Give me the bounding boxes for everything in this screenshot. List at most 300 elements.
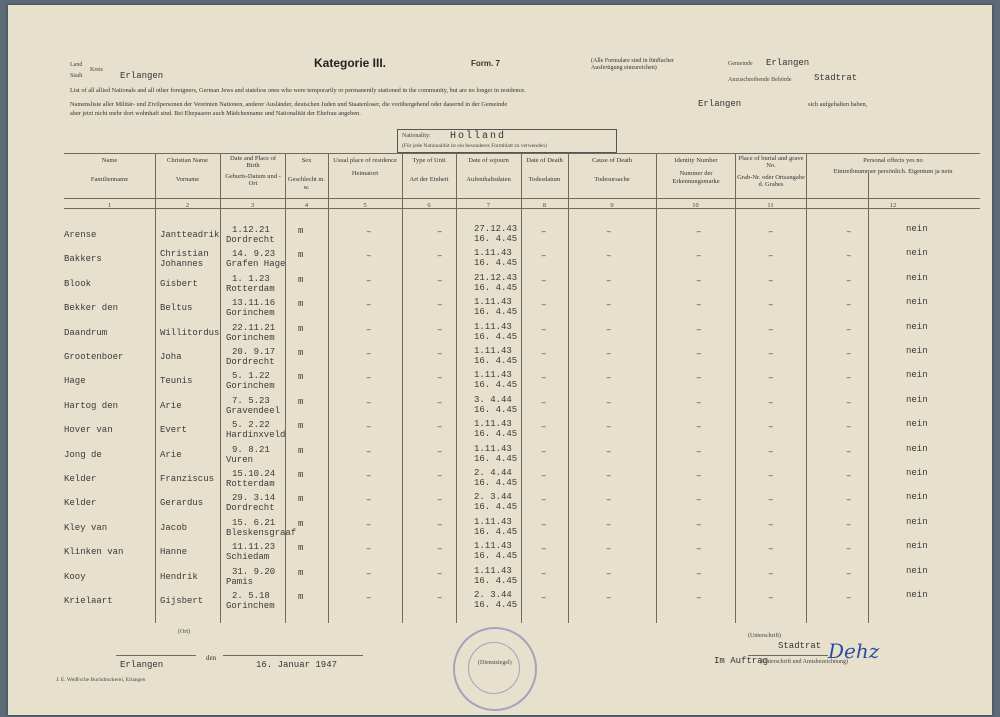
row-name: Kelder xyxy=(64,498,97,508)
empty-dash: – xyxy=(696,325,702,335)
column-number: 7 xyxy=(486,202,491,209)
row-sex: m xyxy=(298,446,304,456)
column-header xyxy=(64,157,155,184)
row-birth-place: Rotterdam xyxy=(226,284,275,294)
column-header xyxy=(737,155,805,189)
column-header-en: Date of sojourn xyxy=(468,157,509,164)
row-birth-place: Rotterdam xyxy=(226,479,275,489)
row-sojourn-to: 16. 4.45 xyxy=(474,576,518,586)
im-auftrag: Im Auftrag xyxy=(714,656,769,666)
empty-dash: – xyxy=(437,422,443,432)
empty-dash: – xyxy=(541,544,547,554)
column-divider xyxy=(521,153,522,623)
empty-dash: – xyxy=(846,300,852,310)
column-header-de: Grab-Nr. oder Ortsangabe d. Grabes xyxy=(737,173,805,189)
column-divider xyxy=(328,153,329,623)
nationality-note: (Für jede Nationalität ist ein besonderes Formblatt zu verwenden) xyxy=(402,143,547,149)
date-line xyxy=(223,655,363,656)
column-header-de: Geschlecht m. w. xyxy=(287,176,326,191)
empty-dash: – xyxy=(541,251,547,261)
signature-caption: (Unterschrift) xyxy=(748,633,781,639)
empty-dash: – xyxy=(696,495,702,505)
column-header xyxy=(285,157,328,191)
row-birth-date: 2. 5.18 xyxy=(232,591,270,601)
table-header-rule xyxy=(64,198,980,199)
column-number: 10 xyxy=(692,202,699,209)
column-number: 2 xyxy=(185,202,190,209)
empty-dash: – xyxy=(696,349,702,359)
empty-dash: – xyxy=(366,569,372,579)
empty-dash: – xyxy=(768,325,774,335)
column-header xyxy=(402,157,456,184)
kreis-label: Kreis xyxy=(90,67,103,73)
empty-dash: – xyxy=(606,251,612,261)
row-sojourn-to: 16. 4.45 xyxy=(474,307,518,317)
column-header-en: Christian Name xyxy=(167,157,208,164)
column-header-de: Eintreibnummer persönlich. Eigentum ja nein xyxy=(833,168,953,176)
row-birth-date: 1.12.21 xyxy=(232,225,270,235)
row-sojourn-from: 21.12.43 xyxy=(474,273,518,283)
empty-dash: – xyxy=(606,569,612,579)
empty-dash: – xyxy=(437,349,443,359)
place-line xyxy=(116,655,196,656)
column-header xyxy=(330,157,400,178)
empty-dash: – xyxy=(696,569,702,579)
empty-dash: – xyxy=(437,373,443,383)
empty-dash: – xyxy=(437,325,443,335)
empty-dash: – xyxy=(846,251,852,261)
empty-dash: – xyxy=(366,471,372,481)
row-name: Jong de xyxy=(64,450,102,460)
row-sojourn-to: 16. 4.45 xyxy=(474,478,518,488)
empty-dash: – xyxy=(366,373,372,383)
empty-dash: – xyxy=(696,422,702,432)
empty-dash: – xyxy=(606,544,612,554)
column-header-en: Cause of Death xyxy=(591,157,633,164)
column-divider xyxy=(868,173,869,623)
row-birth-place: Schiedam xyxy=(226,552,270,562)
row-birth-date: 14. 9.23 xyxy=(232,249,276,259)
intro-german-2: aber jetzt nicht mehr dort wohnhaft sind. Bei Ehepaaren auch Mädchenname und Nationalität der Ehefrau angeben. xyxy=(70,110,361,117)
row-sojourn-from: 3. 4.44 xyxy=(474,395,512,405)
column-header xyxy=(568,157,656,184)
stamp-inner-ring xyxy=(468,642,520,694)
empty-dash: – xyxy=(606,447,612,457)
place-caption: (Ort) xyxy=(178,629,190,635)
empty-dash: – xyxy=(696,593,702,603)
empty-dash: – xyxy=(696,544,702,554)
row-sojourn-to: 16. 4.45 xyxy=(474,283,518,293)
row-sojourn-from: 1.11.43 xyxy=(474,346,512,356)
row-birth-place: Gorinchem xyxy=(226,333,275,343)
column-number: 8 xyxy=(542,202,547,209)
empty-dash: – xyxy=(768,544,774,554)
column-number: 4 xyxy=(304,202,309,209)
row-name: Bekker den xyxy=(64,303,119,313)
row-name: Kelder xyxy=(64,474,97,484)
row-sex: m xyxy=(298,372,304,382)
row-sex: m xyxy=(298,568,304,578)
nationality-value: Holland xyxy=(450,131,507,142)
document-page xyxy=(8,5,992,715)
empty-dash: – xyxy=(606,398,612,408)
empty-dash: – xyxy=(437,471,443,481)
empty-dash: – xyxy=(366,325,372,335)
row-birth-date: 15.10.24 xyxy=(232,469,276,479)
empty-dash: – xyxy=(541,471,547,481)
row-sex: m xyxy=(298,226,304,236)
row-birth-place: Gorinchem xyxy=(226,601,275,611)
empty-dash: – xyxy=(366,495,372,505)
empty-dash: – xyxy=(696,373,702,383)
intro-english: List of all allied Nationals and all other foreigners, German Jews and stateless ones who were temporarily or permanently stationed in the community, but are no longer in residence. xyxy=(70,87,526,94)
row-first-name: Teunis xyxy=(160,376,193,386)
row-effects-no: nein xyxy=(906,346,928,356)
column-header-en: Date and Place of Birth xyxy=(229,155,277,170)
row-sojourn-to: 16. 4.45 xyxy=(474,234,518,244)
column-header xyxy=(223,155,283,188)
empty-dash: – xyxy=(541,447,547,457)
column-number: 5 xyxy=(363,202,367,209)
behoerde-value: Stadtrat xyxy=(814,73,858,83)
row-birth-date: 20. 9.17 xyxy=(232,347,276,357)
row-first-name: Gisbert xyxy=(160,279,198,289)
column-header-en: Identity Number xyxy=(674,157,718,164)
column-header-de: Art der Einheit xyxy=(409,176,449,184)
row-effects-no: nein xyxy=(906,468,928,478)
row-name: Daandrum xyxy=(64,328,108,338)
empty-dash: – xyxy=(437,227,443,237)
empty-dash: – xyxy=(768,569,774,579)
column-header-en: Date of Death xyxy=(526,157,563,164)
empty-dash: – xyxy=(366,544,372,554)
empty-dash: – xyxy=(366,251,372,261)
den-label: den xyxy=(206,654,217,662)
empty-dash: – xyxy=(846,349,852,359)
row-sojourn-from: 1.11.43 xyxy=(474,444,512,454)
row-birth-date: 11.11.23 xyxy=(232,542,276,552)
row-birth-place: Vuren xyxy=(226,455,254,465)
empty-dash: – xyxy=(846,227,852,237)
row-effects-no: nein xyxy=(906,419,928,429)
empty-dash: – xyxy=(606,227,612,237)
column-header-de: Todesursache xyxy=(594,176,630,184)
row-effects-no: nein xyxy=(906,517,928,527)
column-header xyxy=(155,157,220,184)
row-effects-no: nein xyxy=(906,297,928,307)
row-name: Krielaart xyxy=(64,596,113,606)
empty-dash: – xyxy=(437,593,443,603)
row-birth-place: Bleskensgraaf xyxy=(226,528,297,538)
empty-dash: – xyxy=(541,495,547,505)
row-sex: m xyxy=(298,519,304,529)
column-number: 1 xyxy=(107,202,112,209)
column-header-en: Place of burial and grave No. xyxy=(738,155,804,170)
row-effects-no: nein xyxy=(906,370,928,380)
empty-dash: – xyxy=(541,520,547,530)
official-stamp xyxy=(453,627,537,711)
empty-dash: – xyxy=(366,300,372,310)
empty-dash: – xyxy=(846,422,852,432)
empty-dash: – xyxy=(846,325,852,335)
column-number: 3 xyxy=(250,202,255,209)
empty-dash: – xyxy=(696,398,702,408)
row-sex: m xyxy=(298,543,304,553)
empty-dash: – xyxy=(366,276,372,286)
row-sojourn-from: 2. 4.44 xyxy=(474,468,512,478)
empty-dash: – xyxy=(437,447,443,457)
row-birth-place: Gorinchem xyxy=(226,308,275,318)
row-first-name: Evert xyxy=(160,425,188,435)
empty-dash: – xyxy=(541,373,547,383)
empty-dash: – xyxy=(541,325,547,335)
column-header-en: Name xyxy=(101,157,118,164)
row-birth-date: 31. 9.20 xyxy=(232,567,276,577)
row-birth-date: 9. 8.21 xyxy=(232,445,270,455)
place-value: Erlangen xyxy=(120,660,164,670)
column-number: 11 xyxy=(767,202,774,209)
stamp-caption: (Dienstsiegel) xyxy=(478,660,512,666)
row-first-name: Arie xyxy=(160,401,182,411)
row-birth-place: Grafen Hage xyxy=(226,259,286,269)
row-effects-no: nein xyxy=(906,444,928,454)
row-sex: m xyxy=(298,348,304,358)
gemeinde-value: Erlangen xyxy=(766,58,810,68)
row-first-name: Hendrik xyxy=(160,572,198,582)
empty-dash: – xyxy=(541,422,547,432)
empty-dash: – xyxy=(768,373,774,383)
row-sojourn-to: 16. 4.45 xyxy=(474,380,518,390)
row-name: Hover van xyxy=(64,425,113,435)
row-sojourn-from: 1.11.43 xyxy=(474,297,512,307)
nationality-label: Nationality: xyxy=(402,133,431,139)
empty-dash: – xyxy=(366,593,372,603)
column-divider xyxy=(735,153,736,623)
empty-dash: – xyxy=(437,251,443,261)
empty-dash: – xyxy=(696,447,702,457)
empty-dash: – xyxy=(366,520,372,530)
row-sojourn-to: 16. 4.45 xyxy=(474,356,518,366)
signer-value: Stadtrat xyxy=(778,641,822,651)
row-sojourn-to: 16. 4.45 xyxy=(474,258,518,268)
row-effects-no: nein xyxy=(906,541,928,551)
empty-dash: – xyxy=(768,251,774,261)
empty-dash: – xyxy=(541,300,547,310)
column-header-en: Personal effects yes no xyxy=(863,157,923,164)
column-header xyxy=(456,157,521,184)
row-first-name: Gijsbert xyxy=(160,596,204,606)
empty-dash: – xyxy=(541,276,547,286)
row-sojourn-from: 1.11.43 xyxy=(474,419,512,429)
empty-dash: – xyxy=(846,398,852,408)
empty-dash: – xyxy=(768,398,774,408)
empty-dash: – xyxy=(846,569,852,579)
official-caption: (Unterschrift und Amtsbezeichnung) xyxy=(760,659,848,665)
row-sex: m xyxy=(298,250,304,260)
table-top-rule xyxy=(64,153,980,154)
empty-dash: – xyxy=(437,300,443,310)
row-sojourn-to: 16. 4.45 xyxy=(474,454,518,464)
column-divider xyxy=(155,153,156,623)
empty-dash: – xyxy=(606,422,612,432)
empty-dash: – xyxy=(606,593,612,603)
submission-note: (Alle Formulare sind in fünffacher Ausfertigung einzureichen) xyxy=(591,58,674,71)
column-header-en: Usual place of residence xyxy=(333,157,397,164)
row-sex: m xyxy=(298,494,304,504)
form-number: Form. 7 xyxy=(471,59,500,68)
row-birth-date: 7. 5.23 xyxy=(232,396,270,406)
column-number: 9 xyxy=(610,202,614,209)
column-header-de: Geburts-Datum und -Ort xyxy=(225,172,281,188)
column-divider xyxy=(806,153,807,623)
column-divider xyxy=(568,153,569,623)
row-sojourn-from: 2. 3.44 xyxy=(474,590,512,600)
row-effects-no: nein xyxy=(906,492,928,502)
row-birth-place: Dordrecht xyxy=(226,235,275,245)
empty-dash: – xyxy=(768,471,774,481)
row-first-name: Christian Johannes xyxy=(160,249,209,269)
row-sojourn-from: 1.11.43 xyxy=(474,541,512,551)
row-birth-date: 13.11.16 xyxy=(232,298,276,308)
empty-dash: – xyxy=(846,373,852,383)
row-name: Blook xyxy=(64,279,92,289)
row-name: Hage xyxy=(64,376,86,386)
empty-dash: – xyxy=(541,593,547,603)
row-first-name: Gerardus xyxy=(160,498,204,508)
printer-imprint: J. E. Weiß'sche Buchdruckerei, Erlangen xyxy=(56,677,146,683)
column-header-de: Todesdatum xyxy=(528,176,561,184)
empty-dash: – xyxy=(696,471,702,481)
column-header-de: Vorname xyxy=(175,176,200,184)
column-header-en: Sex xyxy=(301,157,312,164)
column-header-de: Nummer der Erkennungsmarke xyxy=(672,170,720,185)
intro-german: Namensliste aller Militär- und Zivilpersonen der Vereinten Nationen, anderer Ausländer, deutschen Juden und Staatenloser, die vorübergehend oder dauernd in der Gemeinde xyxy=(70,101,508,108)
empty-dash: – xyxy=(366,398,372,408)
empty-dash: – xyxy=(768,520,774,530)
column-divider xyxy=(220,153,221,623)
row-birth-place: Gorinchem xyxy=(226,381,275,391)
empty-dash: – xyxy=(696,251,702,261)
row-effects-no: nein xyxy=(906,590,928,600)
row-first-name: Arie xyxy=(160,450,182,460)
row-name: Grootenboer xyxy=(64,352,124,362)
row-birth-place: Pamis xyxy=(226,577,254,587)
empty-dash: – xyxy=(366,422,372,432)
row-sex: m xyxy=(298,397,304,407)
row-sojourn-from: 1.11.43 xyxy=(474,517,512,527)
row-first-name: Jantteadrik xyxy=(160,230,220,240)
empty-dash: – xyxy=(366,349,372,359)
empty-dash: – xyxy=(846,447,852,457)
column-header-de: Heimatort xyxy=(351,170,379,178)
empty-dash: – xyxy=(606,325,612,335)
gemeinde-label: Gemeinde xyxy=(728,61,753,67)
empty-dash: – xyxy=(846,471,852,481)
empty-dash: – xyxy=(541,227,547,237)
row-birth-date: 5. 2.22 xyxy=(232,420,270,430)
row-birth-place: Hardinxveld xyxy=(226,430,286,440)
signature-line xyxy=(748,655,828,656)
empty-dash: – xyxy=(606,471,612,481)
empty-dash: – xyxy=(437,569,443,579)
row-birth-place: Gravendeel xyxy=(226,406,281,416)
row-birth-place: Dordrecht xyxy=(226,503,275,513)
empty-dash: – xyxy=(541,569,547,579)
empty-dash: – xyxy=(437,276,443,286)
row-sojourn-to: 16. 4.45 xyxy=(474,551,518,561)
row-sojourn-to: 16. 4.45 xyxy=(474,429,518,439)
row-sex: m xyxy=(298,299,304,309)
column-header xyxy=(521,157,568,184)
document-title: Kategorie III. xyxy=(314,56,387,70)
empty-dash: – xyxy=(696,300,702,310)
empty-dash: – xyxy=(541,349,547,359)
stadt-label: Stadt xyxy=(70,73,83,79)
empty-dash: – xyxy=(846,520,852,530)
empty-dash: – xyxy=(768,422,774,432)
row-birth-date: 5. 1.22 xyxy=(232,371,270,381)
row-effects-no: nein xyxy=(906,322,928,332)
column-divider xyxy=(456,153,457,623)
row-name: Hartog den xyxy=(64,401,119,411)
row-first-name: Franziscus xyxy=(160,474,215,484)
row-name: Bakkers xyxy=(64,254,102,264)
empty-dash: – xyxy=(768,276,774,286)
row-effects-no: nein xyxy=(906,395,928,405)
row-first-name: Beltus xyxy=(160,303,193,313)
empty-dash: – xyxy=(846,593,852,603)
intro-german-end: sich aufgehalten haben, xyxy=(808,101,868,108)
empty-dash: – xyxy=(606,276,612,286)
column-divider xyxy=(656,153,657,623)
empty-dash: – xyxy=(696,276,702,286)
column-number: 12 xyxy=(889,202,897,209)
empty-dash: – xyxy=(366,227,372,237)
column-divider xyxy=(285,153,286,623)
empty-dash: – xyxy=(437,544,443,554)
empty-dash: – xyxy=(768,447,774,457)
empty-dash: – xyxy=(606,373,612,383)
column-header-de: Familienname xyxy=(90,176,129,184)
row-sex: m xyxy=(298,421,304,431)
handwritten-signature: Dehz xyxy=(828,639,880,663)
row-sojourn-from: 27.12.43 xyxy=(474,224,518,234)
row-birth-date: 22.11.21 xyxy=(232,323,276,333)
column-header xyxy=(658,157,734,185)
empty-dash: – xyxy=(437,495,443,505)
empty-dash: – xyxy=(437,520,443,530)
empty-dash: – xyxy=(846,544,852,554)
row-sojourn-from: 2. 3.44 xyxy=(474,492,512,502)
empty-dash: – xyxy=(768,495,774,505)
row-sojourn-from: 1.11.43 xyxy=(474,566,512,576)
column-header-en: Type of Unit xyxy=(412,157,446,164)
row-effects-no: nein xyxy=(906,566,928,576)
empty-dash: – xyxy=(606,520,612,530)
empty-dash: – xyxy=(541,398,547,408)
row-first-name: Willitordus xyxy=(160,328,220,338)
stadt-value: Erlangen xyxy=(120,71,164,81)
row-sojourn-to: 16. 4.45 xyxy=(474,405,518,415)
column-divider xyxy=(402,153,403,623)
row-birth-date: 1. 1.23 xyxy=(232,274,270,284)
empty-dash: – xyxy=(366,447,372,457)
row-sojourn-to: 16. 4.45 xyxy=(474,527,518,537)
column-header-de: Aufenthaltsdaten xyxy=(466,176,511,184)
row-first-name: Joha xyxy=(160,352,182,362)
row-birth-date: 15. 6.21 xyxy=(232,518,276,528)
empty-dash: – xyxy=(606,349,612,359)
